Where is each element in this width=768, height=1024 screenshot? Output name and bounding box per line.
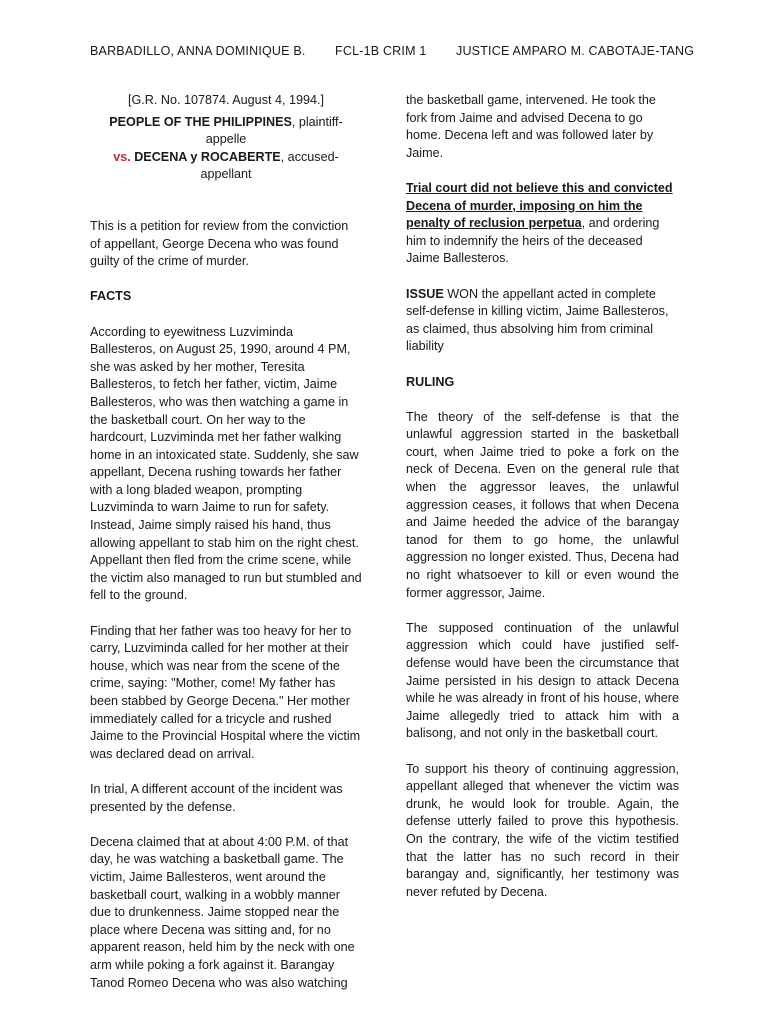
accused-name: DECENA y ROCABERTE xyxy=(134,149,281,164)
ruling-paragraph-2: The supposed continuation of the unlawful aggression which could have justified self-defense would have been the circumstance that Jaime persisted in his design to attack Decena while he was already in front of his house, where Jaime allegedly tried to attack him with a balisong, and not only in the basketball court. xyxy=(406,620,679,741)
accused-role: , accused-appellant xyxy=(200,149,339,182)
facts-heading: FACTS xyxy=(90,289,132,304)
trial-court-rest: , and ordering him to indemnify the heirs of the deceased Jaime Ballesteros. xyxy=(406,216,660,266)
facts-paragraph-4: Decena claimed that at about 4:00 P.M. of that day, he was watching a basketball game. The victim, Jaime Ballesteros, went around the basketball court, walking in a wobbly manner due to drunkenness. Jaime stopped near the place where Decena was sitting and, for no apparent reason, held him by the neck with one arm while poking a fork against it. Barangay Tanod Romeo Decena who was also watching xyxy=(90,834,355,990)
left-column xyxy=(90,92,362,1010)
plaintiff-name: PEOPLE OF THE PHILIPPINES xyxy=(109,114,292,129)
facts-paragraph-3: In trial, A different account of the incident was presented by the defense. xyxy=(90,781,343,814)
student-name: BARBADILLO, ANNA DOMINIQUE B. xyxy=(90,44,306,58)
versus-label: vs. xyxy=(113,149,131,164)
facts-paragraph-1: According to eyewitness Luzviminda Ballesteros, on August 25, 1990, around 4 PM, she was asked by her mother, Teresita Ballesteros, to fetch her father, victim, Jaime Ballesteros, who was then watching a game in the basketball court. On her way to the hardcourt, Luzviminda met her father walking home in an intoxicated state. Suddenly, she saw appellant, Decena rushing towards her father with a long bladed weapon, prompting Luzviminda to warn Jaime to run for safety. Instead, Jaime simply raised his hand, thus allowing appellant to stab him on the right chest. Appellant then fled from the crime scene, while the victim also managed to run but stumbled and fell to the ground. xyxy=(90,324,362,603)
intro-paragraph: This is a petition for review from the conviction of appellant, George Decena who was found guilty of the crime of murder. xyxy=(90,218,349,269)
right-column xyxy=(406,92,679,919)
facts-continuation: the basketball game, intervened. He took the fork from Jaime and advised Decena to go home. Decena left and was followed later by Jaime. xyxy=(406,93,656,160)
case-parties xyxy=(90,114,362,184)
issue-text: WON the appellant acted in complete self-defense in killing victim, Jaime Ballesteros, as claimed, thus absolving him from criminal liability xyxy=(406,286,669,354)
issue-paragraph xyxy=(406,286,679,356)
ruling-paragraph-1: The theory of the self-defense is that the unlawful aggression started in the basketball court, when Jaime tried to poke a fork on the neck of Decena. Even on the general rule that when the aggressor leaves, the unlawful aggression ceases, it follows that when Decena and Jaime heeded the advice of the barangay tanod for them to go home, the unlawful aggression no longer existed. Thus, Decena had no right whatsoever to kill or even wound the former aggressor, Jaime. xyxy=(406,409,679,600)
trial-court-underlined: Trial court did not believe this and convicted Decena of murder, imposing on him the penalty of reclusion perpetua xyxy=(406,180,673,231)
course-code: FCL-1B CRIM 1 xyxy=(335,44,427,58)
ruling-heading: RULING xyxy=(406,374,455,389)
ruling-paragraph-3: To support his theory of continuing aggression, appellant alleged that whenever the victim was drunk, he would look for trouble. Again, the defense utterly failed to prove this hypothesis. On the contrary, the wife of the victim testified that the latter has no such record in their barangay and, significantly, her testimony was never refuted by Decena. xyxy=(406,761,679,899)
case-gr-number: [G.R. No. 107874. August 4, 1994.] xyxy=(127,93,325,107)
case-title xyxy=(90,92,362,184)
plaintiff-role: , plaintiff-appelle xyxy=(205,114,343,147)
issue-label: ISSUE xyxy=(406,286,444,301)
facts-paragraph-2: Finding that her father was too heavy for her to carry, Luzviminda called for her mother at their house, which was near from the scene of the crime, saying: "Mother, come! My father has been stabbed by George Decena." Her mother immediately called for a tricycle and rushed Jaime to the Provincial Hospital where the victim was declared dead on arrival. xyxy=(90,623,361,761)
trial-court-paragraph xyxy=(406,180,679,268)
justice-name: JUSTICE AMPARO M. CABOTAJE-TANG xyxy=(456,44,695,58)
